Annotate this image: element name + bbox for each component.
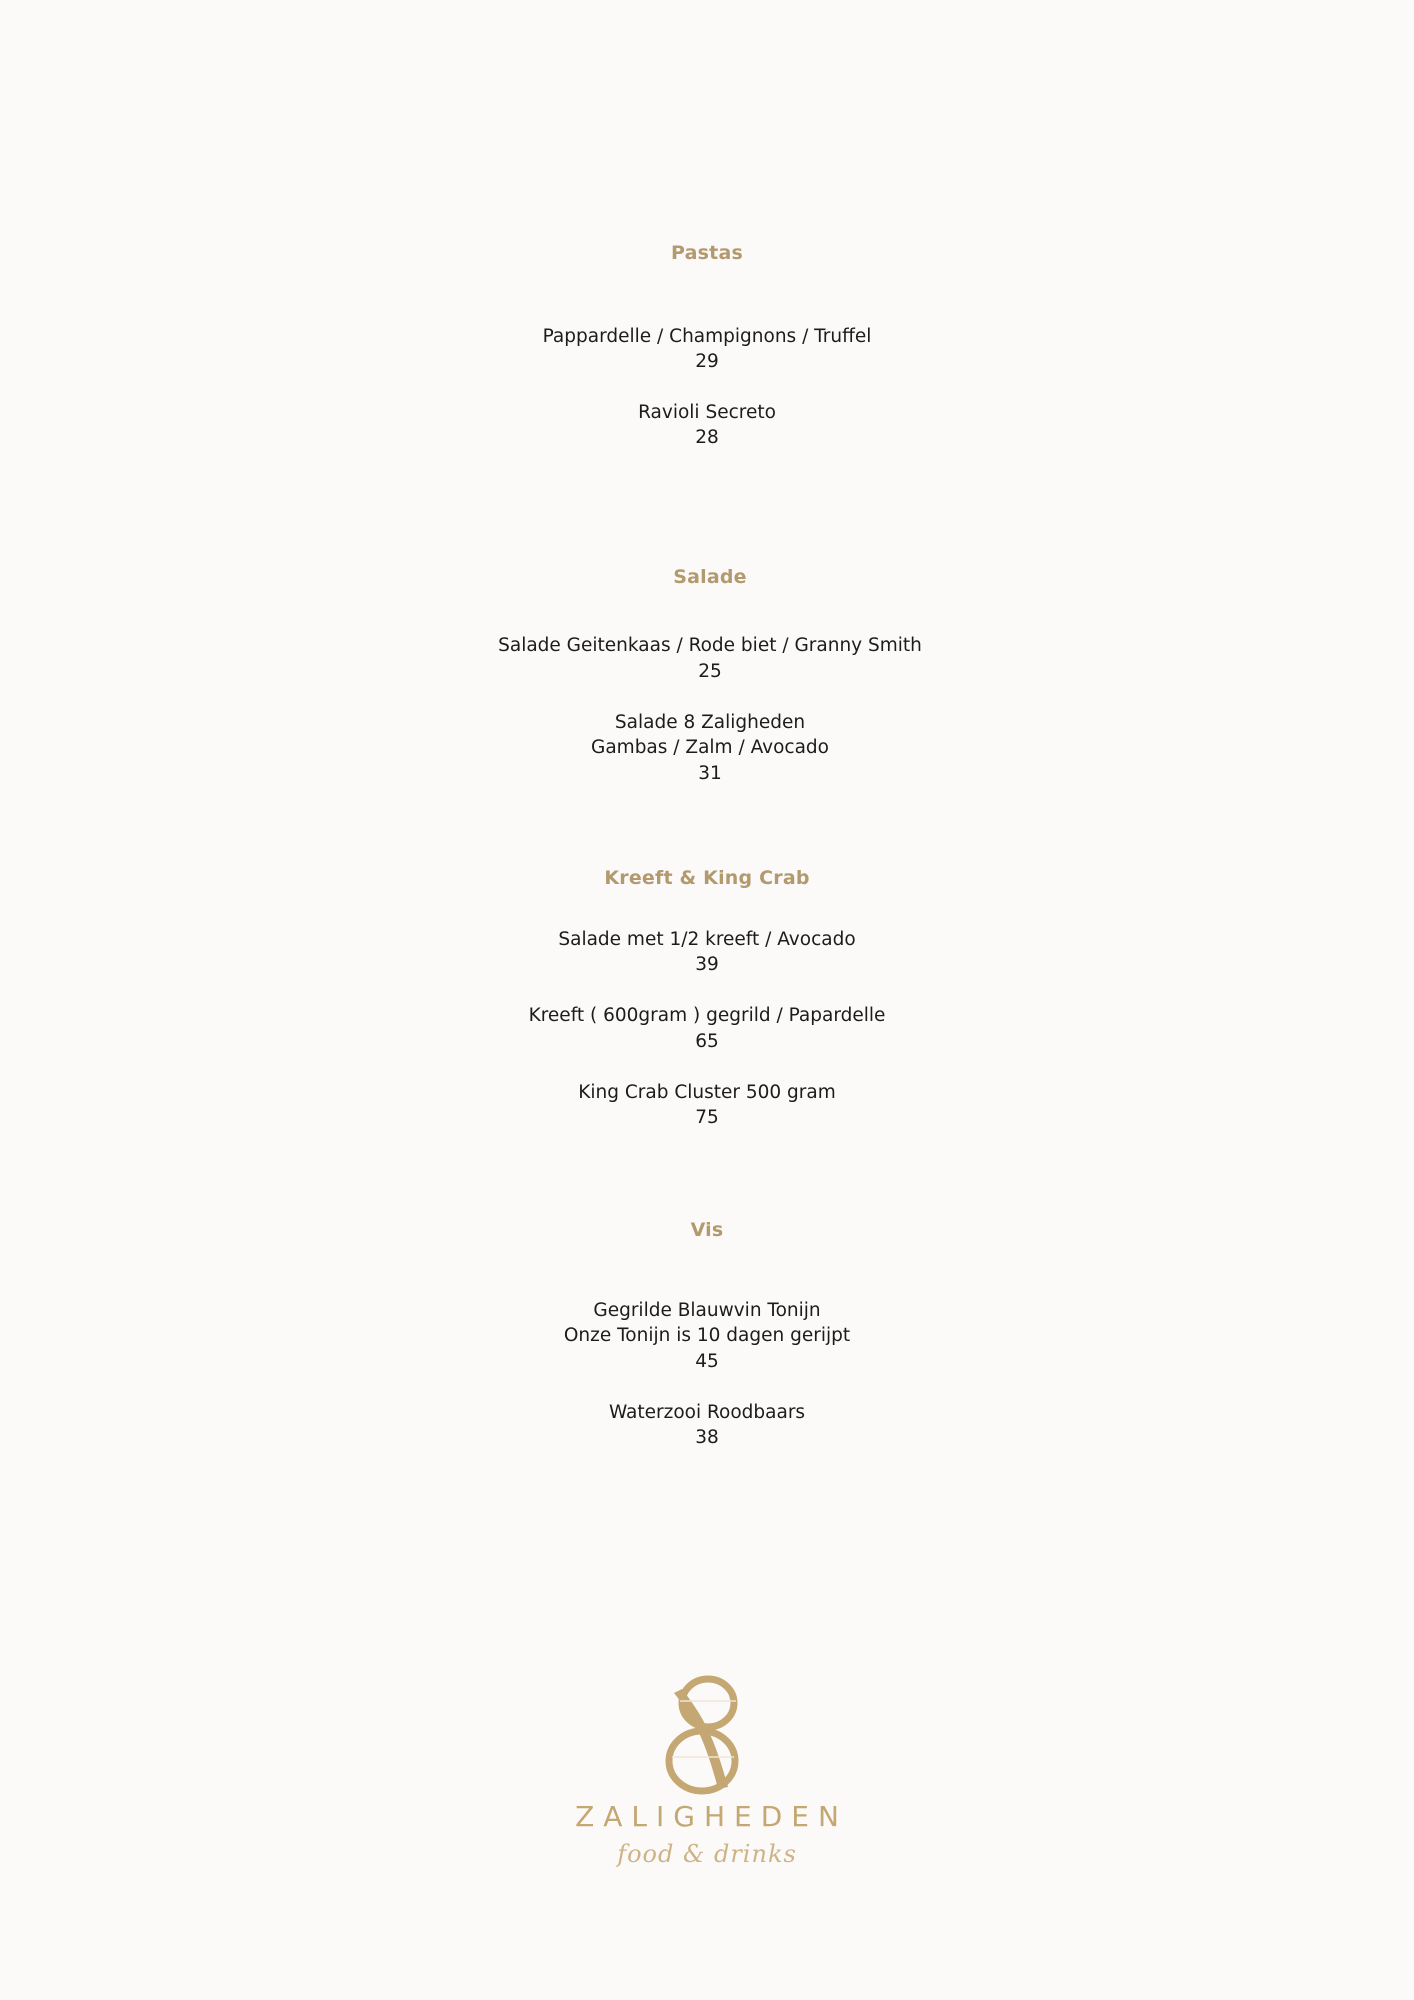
menu-item-price: 29 [695, 351, 719, 372]
menu-item-price: 75 [695, 1107, 719, 1128]
brand-logo [0, 1675, 1414, 1795]
brand-wordmark: ZALIGHEDEN [575, 1800, 848, 1833]
brand-tagline: food & drinks [617, 1840, 797, 1868]
section-heading-pastas: Pastas [671, 242, 743, 264]
section-heading-kreeft-king-crab: Kreeft & King Crab [604, 867, 810, 889]
menu-item-name: Salade 8 Zaligheden [614, 712, 806, 733]
menu-item-price: 45 [695, 1351, 719, 1372]
menu-item-name: Ravioli Secreto [638, 402, 776, 423]
menu-item-price: 28 [695, 427, 719, 448]
menu-item-description: Gambas / Zalm / Avocado [591, 737, 829, 758]
menu-item-price: 65 [695, 1031, 719, 1052]
menu-item-price: 25 [698, 661, 722, 682]
menu-item-name: King Crab Cluster 500 gram [578, 1082, 836, 1103]
menu-item-name: Pappardelle / Champignons / Truffel [542, 326, 872, 347]
menu-item-name: Salade met 1/2 kreeft / Avocado [558, 929, 856, 950]
menu-item-price: 38 [695, 1427, 719, 1448]
menu-item-price: 31 [698, 763, 722, 784]
menu-item-name: Kreeft ( 600gram ) gegrild / Papardelle [528, 1005, 886, 1026]
menu-item-name: Salade Geitenkaas / Rode biet / Granny Smith [498, 635, 922, 656]
menu-item-description: Onze Tonijn is 10 dagen gerijpt [563, 1325, 851, 1346]
menu-item-name: Gegrilde Blauwvin Tonijn [593, 1300, 821, 1321]
section-heading-vis: Vis [690, 1219, 724, 1241]
menu-item-price: 39 [695, 954, 719, 975]
section-heading-salade: Salade [673, 566, 747, 588]
eight-logo-icon [662, 1675, 752, 1795]
menu-item-name: Waterzooi Roodbaars [608, 1402, 806, 1423]
